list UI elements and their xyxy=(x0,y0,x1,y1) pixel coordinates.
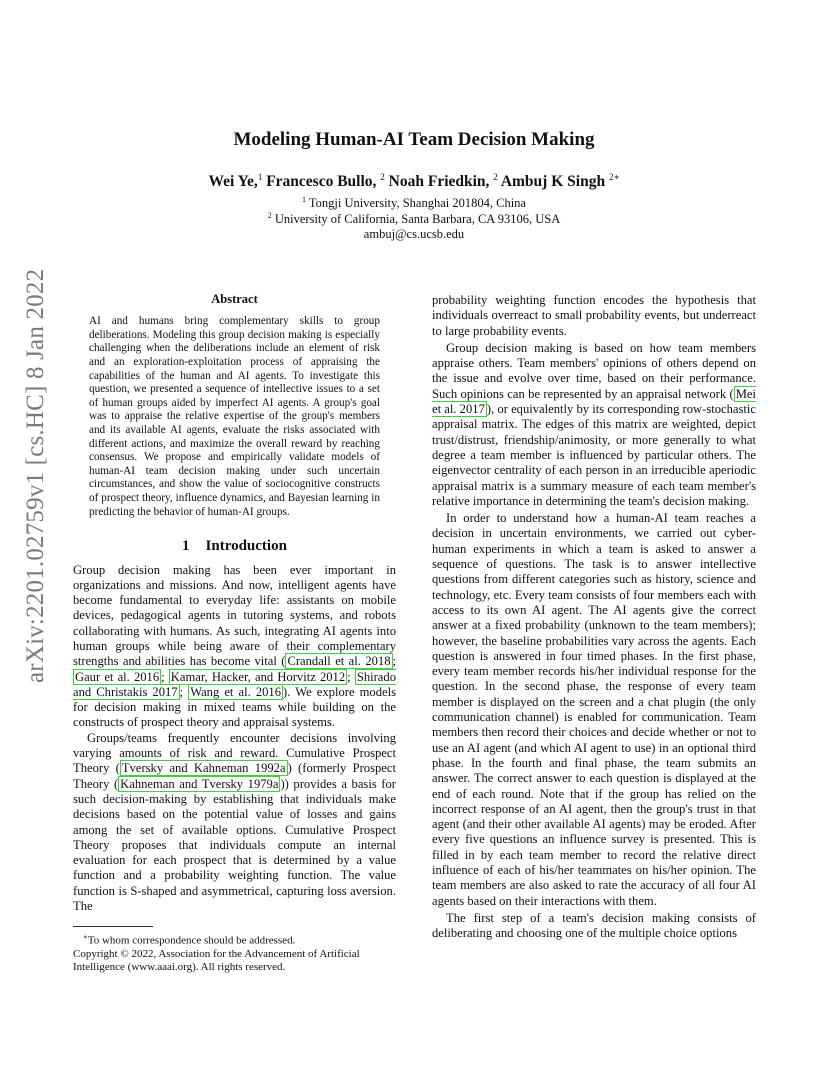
footnote-rule xyxy=(73,926,153,927)
right-paragraph-1: probability weighting function encodes the hypothesis that individuals overreact to small probability events, but underreact to large probability events. xyxy=(432,293,756,338)
author-affil-mark: 2 xyxy=(380,172,385,182)
affil-text: Tongji University, Shanghai 201804, China xyxy=(308,196,526,211)
footnote-mark: ∗ xyxy=(83,933,88,942)
intro-paragraph-1: Group decision making has been ever important in organizations and missions. And now, intelligent agents have become fundamental to everyday life: assistants on mobile devices, pedagogical agents in tutoring systems, and robots collaborating with humans. As such, integrating AI agents into human groups while being aware of their complementary strengths and abilities has become vital ( Crandall et al. 2018 ; Gaur et al. 2016 ; Kamar, Hacker, and Horvitz 2012 ; Shirado and Christakis 2017 ; Wang et al. 2016 ). We explore models for decision making in mixed teams while building on the constructs of prospect theory and appraisal systems. xyxy=(73,562,397,730)
author-affil-mark: 1 xyxy=(257,172,263,182)
author-affil-mark: 2∗ xyxy=(608,172,620,182)
section-number: 1 xyxy=(182,538,190,555)
section-heading xyxy=(73,539,396,554)
section-title: Introduction xyxy=(205,538,287,555)
paragraph-text: Group decision making is based on how team members appraise others. Team members' opinions of others depend on the issue and evolve over time, based on their performance. Such opinions can be represented by an appraisal network ( xyxy=(432,340,756,401)
citation-link[interactable]: Wang et al. 2016 xyxy=(190,684,282,699)
paragraph-text: Group decision making has been ever important in organizations and missions. And now, intelligent agents have become fundamental to everyday life: assistants on mobile devices, pedagogical agents in tutoring systems, and robots collaborating with humans. As such, integrating AI agents into human groups while being aware of their complementary strengths and abilities has become vital ( xyxy=(73,562,396,669)
author-email: ambuj@cs.ucsb.edu xyxy=(363,227,465,241)
author-name: Francesco Bullo, xyxy=(266,173,377,191)
author-name: Wei Ye, xyxy=(208,173,258,191)
citation-link[interactable]: Kahneman and Tversky 1979a xyxy=(120,776,279,791)
author-affil-mark: 2 xyxy=(493,172,498,182)
citation-link[interactable]: Shirado and Christakis 2017 xyxy=(73,669,396,699)
footnote-text: To whom correspondence should be addressed. xyxy=(87,934,296,947)
citation-link[interactable]: Tversky and Kahneman 1992a xyxy=(121,761,286,776)
paragraph-text: ). We explore models for decision making in mixed teams while building on the constructs of prospect theory and appraisal systems. xyxy=(73,684,396,730)
affiliation-1 xyxy=(0,195,828,211)
abstract-heading: Abstract xyxy=(211,292,258,306)
right-column xyxy=(432,293,756,941)
citation-link[interactable]: Crandall et al. 2018 xyxy=(287,654,391,669)
affil-mark: 2 xyxy=(267,211,272,220)
abstract-text: AI and humans bring complementary skills to group deliberations. Modeling this group decision making is especially challenging when the deliberations include an element of risk and an exploration-exploitation process of appraising the capabilities of the human and AI agents. To investigate this question, we presented a sequence of intellective issues to a set of human groups aided by imperfect AI agents. A group's goal was to appraise the relative expertise of the group's members and its available AI agents, evaluate the risks associated with different actions, and maximize the overall reward by reaching consensus. We propose and empirically validate models of human-AI team decision making under such uncertain circumstances, and show the value of sociocognitive constructs of prospect theory, influence dynamics, and Bayesian learning in predicting the behavior of human-AI groups. xyxy=(89,315,380,518)
author-list xyxy=(0,172,828,191)
paper-title: Modeling Human-AI Team Decision Making xyxy=(233,129,595,150)
author-name: Ambuj K Singh xyxy=(500,173,606,191)
citation-link[interactable]: Mei et al. 2017 xyxy=(432,386,756,417)
paragraph-text: ), or equivalently by its corresponding row-stochastic appraisal matrix. The edges of this matrix are weighted, depict trust/distrust, friendship/animosity, or more generally to what degree a team member is influenced by particular others. The eigenvector centrality of each person in an irreducible aperiodic appraisal matrix is a summary measure of each team member's relative importance in determining the team's decision making. xyxy=(432,402,757,508)
paragraph-text: )) provides a basis for such decision-making by establishing that individuals make decisions based on the potential value of losses and gains among the set of available options. Cumulative Prospect Theory proposes that individuals compute an internal evaluation for each prospect that is determined by a value function and a probability weighting function. The value function is S-shaped and asymmetrical, capturing loss aversion. The xyxy=(73,776,396,914)
paragraph-text: Groups/teams frequently encounter decisions involving varying amounts of risk and reward. Cumulative Prospect Theory ( xyxy=(73,730,396,776)
citation-link[interactable]: Kamar, Hacker, and Horvitz 2012 xyxy=(170,669,346,684)
affil-mark: 1 xyxy=(302,195,307,204)
paragraph-text: ) (formerly Prospect Theory ( xyxy=(73,761,396,791)
right-paragraph-2 xyxy=(432,341,756,509)
author-name: Noah Friedkin, xyxy=(388,173,490,191)
intro-paragraph-2 xyxy=(73,731,396,915)
right-paragraph-4: The first step of a team's decision making consists of deliberating and choosing one of the multiple choice options xyxy=(432,910,756,941)
footnote xyxy=(73,931,396,948)
arxiv-stamp: arXiv:2201.02759v1 [cs.HC] 8 Jan 2022 xyxy=(22,268,49,683)
right-paragraph-3: In order to understand how a human-AI team reaches a decision in uncertain environments, we carried out cyber-human experiments in which a team is asked to answer a sequence of questions. The task is to answer intellective questions from different categories such as history, science and technology, etc. Every team consists of four members each with access to its own AI agent. The AI agents give the correct answer at a fixed probability (unknown to the team members); however, the baseline probabilities vary across the agents. Each question is answered in four timed phases. In the first phase, every team member records his/her individual response for the question. In the second phase, the response of every team member is displayed on the screen and a chat plugin (the only communication channel) is enabled for communication. Team members then record their choices and decide whether or not to use an AI agent (and which AI agent to use) in an optional third phase. In the fourth and final phase, the team submits an answer. The correct answer to each question is displayed at the end of each round. Note that if the group has relied on the incorrect response of an AI agent, then the group's trust in that agent (and their other available AI agents) may be eroded. After every five questions an influence survey is presented. This is filled in by each team member to record the relative direct influence of each of his/her teammates on his/her opinion. The team members are also asked to rate the accuracy of all four AI agents based on their interactions with them. xyxy=(432,511,756,908)
left-column xyxy=(73,292,396,975)
copyright-notice: Copyright © 2022, Association for the Advancement of Artificial Intelligence (www.aaai.org). All rights reserved. xyxy=(73,947,360,974)
affil-text: University of California, Santa Barbara, CA 93106, USA xyxy=(274,212,561,227)
affiliation-2 xyxy=(0,211,828,227)
citation-link[interactable]: Gaur et al. 2016 xyxy=(75,669,160,684)
